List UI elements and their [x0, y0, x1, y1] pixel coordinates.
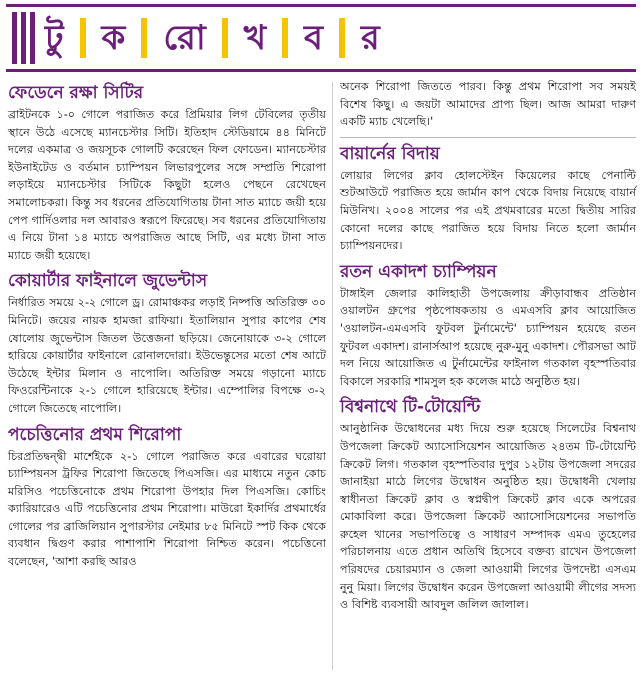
masthead-letter: রো	[163, 18, 206, 58]
article-title: রতন একাদশ চ্যাম্পিয়ন	[340, 261, 497, 282]
article-body: আনুষ্ঠানিক উদ্বোধনের মধ্য দিয়ে শুরু হয়েছে সিলেটের বিশ্বনাথ উপজেলা ক্রিকেট অ্যাসোসিয়েশন আয়োজিত ২৪তম টি-টোয়েন্টি ক্রিকেট লিগ। গতকাল বৃহস্পতিবার দুপুর ১২টায় উপজেলা সদরের জানাইয়া মাঠে লিগের উদ্বোধন অনুষ্ঠিত হয়। উদ্বোধনী খেলায় স্বাধীনতা ক্রিকেট ক্লাব ও স্বপ্নদ্বীপ ক্রিকেট ক্লাব একে অপরের মোকাবিলা করে। উপজেলা ক্রিকেট অ্যাসোসিয়েশনের সভাপতি রুহেল খানের সভাপতিত্বে ও সাধারণ সম্পাদক এমএ তুহেলের পরিচালনায় এতে প্রধান অতিথি হিসেবে বক্তব্য রাখেন উপজেলা পরিষদের চেয়ারম্যান ও জেলা আওয়ামী লিগের উপদেষ্টা এসএম নুনু মিয়া। লিগের উদ্বোধন করেন উপজেলা আওয়ামী লীগের সদস্য ও বিশিষ্ট ব্যবসায়ী আবদুল জলিল জালাল।	[340, 422, 636, 612]
masthead-separator	[80, 18, 86, 58]
masthead-letter: র	[360, 18, 380, 58]
article-title: পচেত্তিনোর প্রথম শিরোপা	[8, 424, 182, 445]
divider	[340, 137, 636, 138]
article-title: বিশ্বনাথে টি-টোয়েন্টি	[340, 397, 481, 418]
article-title: বায়ার্নের বিদায়	[340, 143, 440, 164]
article-body-continued: অনেক শিরোপা জিততে পারব। কিন্তু প্রথম শিরোপা সব সময়ই বিশেষ কিছু। এ জয়টা আমাদের প্রাপ্য ছিল। আজ আমরা দারুণ একটি ম্যাচ খেলেছি।'	[340, 80, 636, 129]
article-body: নির্ধারিত সময়ে ২-২ গোলে ড্র। রোমাঞ্চকর লড়াই নিষ্পত্তি অতিরিক্ত ৩০ মিনিটে। জয়ের নায়ক হামজা রাফিয়া। ইতালিয়ান সুপার কাপের শেষ ষোলোয় জুভেন্টাস জিতল উত্তেজনা ছড়িয়ে। জেনোয়াকে ৩-২ গোলে হারিয়ে কোয়ার্টার ফাইনালে রোনালদোরা। ইউভেন্তুসের মতো শেষ আটে উঠেছে ইন্টার মিলান ও নাপোলি। অতিরিক্ত সময়ে গড়ানো ম্যাচে ফিওরেন্টিনাকে ২-১ গোলে হারিয়েছে ইন্টার। এম্পোলির বিপক্ষে ৩-২ গোলে জিতেছে নাপোলি।	[8, 296, 326, 415]
masthead-separator	[339, 18, 345, 58]
masthead-separator	[141, 18, 147, 58]
masthead	[6, 4, 636, 72]
masthead-title	[45, 18, 380, 58]
masthead-bars	[12, 12, 35, 64]
article-body: টাঙ্গাইল জেলার কালিহাতী উপজেলায় ক্রীড়াবান্ধব প্রতিষ্ঠান ওয়ালটন গ্রুপের পৃষ্ঠপোষকতায় ও এমএসবি ক্লাব আয়োজিত 'ওয়ালটন-এমএসবি ফুটবল টুর্নামেন্টে' চ্যাম্পিয়ন হয়েছে রতন ফুটবল একাদশ। রানার্সআপ হয়েছে নুরু-মুনু একাদশ। পৌরসভা আট দল নিয়ে আয়োজিত এ টুর্নামেন্টের ফাইনাল গতকাল বৃহস্পতিবার বিকালে সরকারি শামসুল হক কলেজ মাঠে অনুষ্ঠিত হয়।	[340, 286, 636, 388]
masthead-letter: ব	[304, 18, 323, 58]
left-column	[8, 82, 326, 577]
right-column	[340, 78, 636, 620]
masthead-separator	[222, 18, 228, 58]
column-divider	[332, 82, 333, 670]
article-body: চিরপ্রতিদ্বন্দ্বী মার্শেইকে ২-১ গোলে পরাজিত করে এবারের ঘরোয়া চ্যাম্পিয়নস ট্রফির শিরোপা জিতেছে পিএসজি। এর মাধ্যমে নতুন কোচ মরিসিও পচেত্তিনোকে প্রথম শিরোপা উপহার দিল পিএসজি। কোচিং ক্যারিয়ারেও এটি পচেত্তিনোর প্রথম শিরোপা। মাউরো ইকার্দির প্রথমার্ধের গোলের পর ব্রাজিলিয়ান সুপারস্টার নেইমার ৮৫ মিনিটে স্পট কিক থেকে ব্যবধান দ্বিগুণ করার পাশাপাশি শিরোপা নিশ্চিত করেন। পচেত্তিনো বলেছেন, 'আশা করছি আরও	[8, 449, 326, 569]
article-body: ব্রাইটনকে ১-০ গোলে পরাজিত করে প্রিমিয়ার লিগ টেবিলের তৃতীয় স্থানে উঠে এসেছে ম্যানচেস্টার সিটি। ইতিহাদ স্টেডিয়ামে ৪৪ মিনিটে দলের একমাত্র ও জয়সূচক গোলটি করেছেন ফিল ফোডেন। ম্যানচেস্টার ইউনাইটেড ও বর্তমান চ্যাম্পিয়ন লিভারপুলের সঙ্গে সম্প্রতি শিরোপা লড়াইয়ে ম্যানচেস্টার সিটিকে কিছুটা হলেও পেছনে রেখেছেন সমালোচকরা। কিন্তু সব ধরনের প্রতিযোগিতায় টানা সাত ম্যাচে জয়ী হয়ে পেপ গার্দিওলার দল আবারও স্বরূপে ফিরেছে। সব ধরনের প্রতিযোগিতায় এ নিয়ে টানা ১৪ ম্যাচে অপরাজিত আছে সিটি, এর মধ্যে টানা সাত ম্যাচে জয়ী হয়েছে।	[8, 108, 326, 262]
masthead-letter: ক	[101, 18, 126, 58]
masthead-letter: খ	[243, 18, 267, 58]
article-title: কোয়ার্টার ফাইনালে জুভেন্টাস	[8, 271, 208, 292]
masthead-separator	[282, 18, 288, 58]
article-title: ফেডেনে রক্ষা সিটির	[8, 83, 144, 103]
article-body: লোয়ার লিগের ক্লাব হোলস্টেইন কিয়েলের কাছে পেনাল্টি শুটআউটে পরাজিত হয়ে জার্মান কাপ থেকে বিদায় নিয়েছে বায়ার্ন মিউনিখ। ২০০৪ সালের পর এই প্রথমবারের মতো দ্বিতীয় সারির কোনো দলের কাছে পরাজিত হয়ে বিদায় নিতে হলো জার্মান চ্যাম্পিয়নদের।	[340, 168, 636, 253]
masthead-letter: টু	[45, 18, 64, 58]
